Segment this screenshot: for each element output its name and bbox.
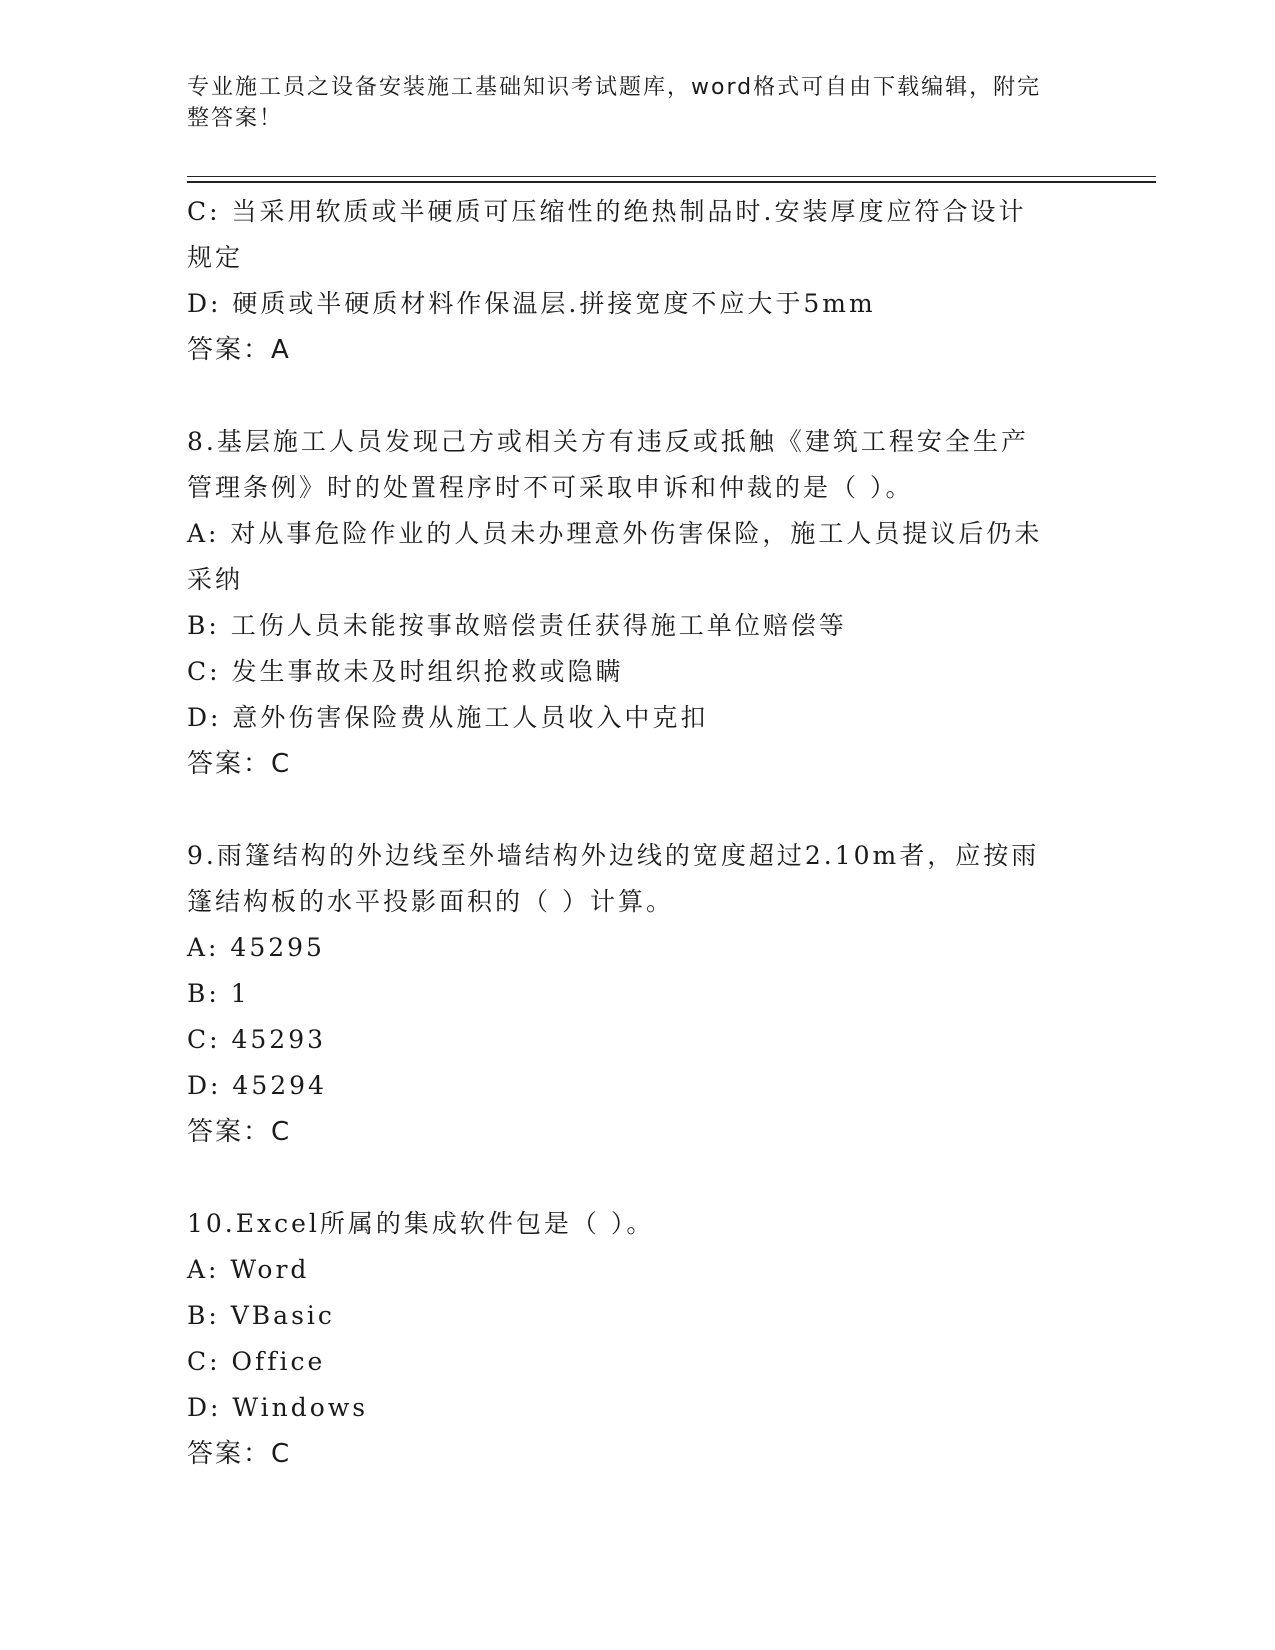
spacer bbox=[187, 373, 1087, 419]
option-c: C: 当采用软质或半硬质可压缩性的绝热制品时.安装厚度应符合设计 bbox=[187, 197, 1027, 226]
option-c-continued: 规定 bbox=[187, 243, 244, 272]
question-10 bbox=[187, 1201, 1087, 1477]
header-line-1: 专业施工员之设备安装施工基础知识考试题库，word格式可自由下载编辑，附完 bbox=[187, 75, 1042, 100]
document-body bbox=[187, 189, 1087, 1477]
header-line-2: 整答案！ bbox=[187, 106, 284, 131]
spacer bbox=[187, 787, 1087, 833]
spacer bbox=[187, 1155, 1087, 1201]
option-d: D: 意外伤害保险费从施工人员收入中克扣 bbox=[187, 703, 709, 732]
option-b: B: 1 bbox=[187, 979, 250, 1008]
option-c: C: Office bbox=[187, 1347, 326, 1376]
question-7-continued bbox=[187, 189, 1087, 373]
option-b: B: VBasic bbox=[187, 1301, 335, 1330]
header-divider-thick bbox=[187, 181, 1156, 183]
option-b: B: 工伤人员未能按事故赔偿责任获得施工单位赔偿等 bbox=[187, 611, 847, 640]
option-a-continued: 采纳 bbox=[187, 565, 244, 594]
question-stem: 8.基层施工人员发现己方或相关方有违反或抵触《建筑工程安全生产 bbox=[187, 427, 1029, 456]
question-stem-continued: 篷结构板的水平投影面积的（ ）计算。 bbox=[187, 887, 674, 916]
question-stem: 9.雨篷结构的外边线至外墙结构外边线的宽度超过2.10m者，应按雨 bbox=[187, 841, 1040, 870]
answer: 答案：C bbox=[187, 1439, 292, 1469]
answer: 答案：A bbox=[187, 335, 291, 365]
question-stem: 10.Excel所属的集成软件包是（ ）。 bbox=[187, 1209, 655, 1238]
option-a: A: 45295 bbox=[187, 933, 325, 962]
option-d: D: Windows bbox=[187, 1393, 369, 1422]
option-d: D: 45294 bbox=[187, 1071, 327, 1100]
question-stem-continued: 管理条例》时的处置程序时不可采取申诉和仲裁的是（ ）。 bbox=[187, 473, 914, 502]
header-divider-thin bbox=[187, 176, 1156, 177]
option-d: D: 硬质或半硬质材料作保温层.拼接宽度不应大于5mm bbox=[187, 289, 876, 318]
answer: 答案：C bbox=[187, 1117, 292, 1147]
option-a: A: Word bbox=[187, 1255, 310, 1284]
option-c: C: 发生事故未及时组织抢救或隐瞒 bbox=[187, 657, 624, 686]
document-header bbox=[187, 72, 1067, 134]
option-a: A: 对从事危险作业的人员未办理意外伤害保险，施工人员提议后仍未 bbox=[187, 519, 1043, 548]
answer: 答案：C bbox=[187, 749, 292, 779]
question-8 bbox=[187, 419, 1087, 787]
question-9 bbox=[187, 833, 1087, 1155]
option-c: C: 45293 bbox=[187, 1025, 327, 1054]
